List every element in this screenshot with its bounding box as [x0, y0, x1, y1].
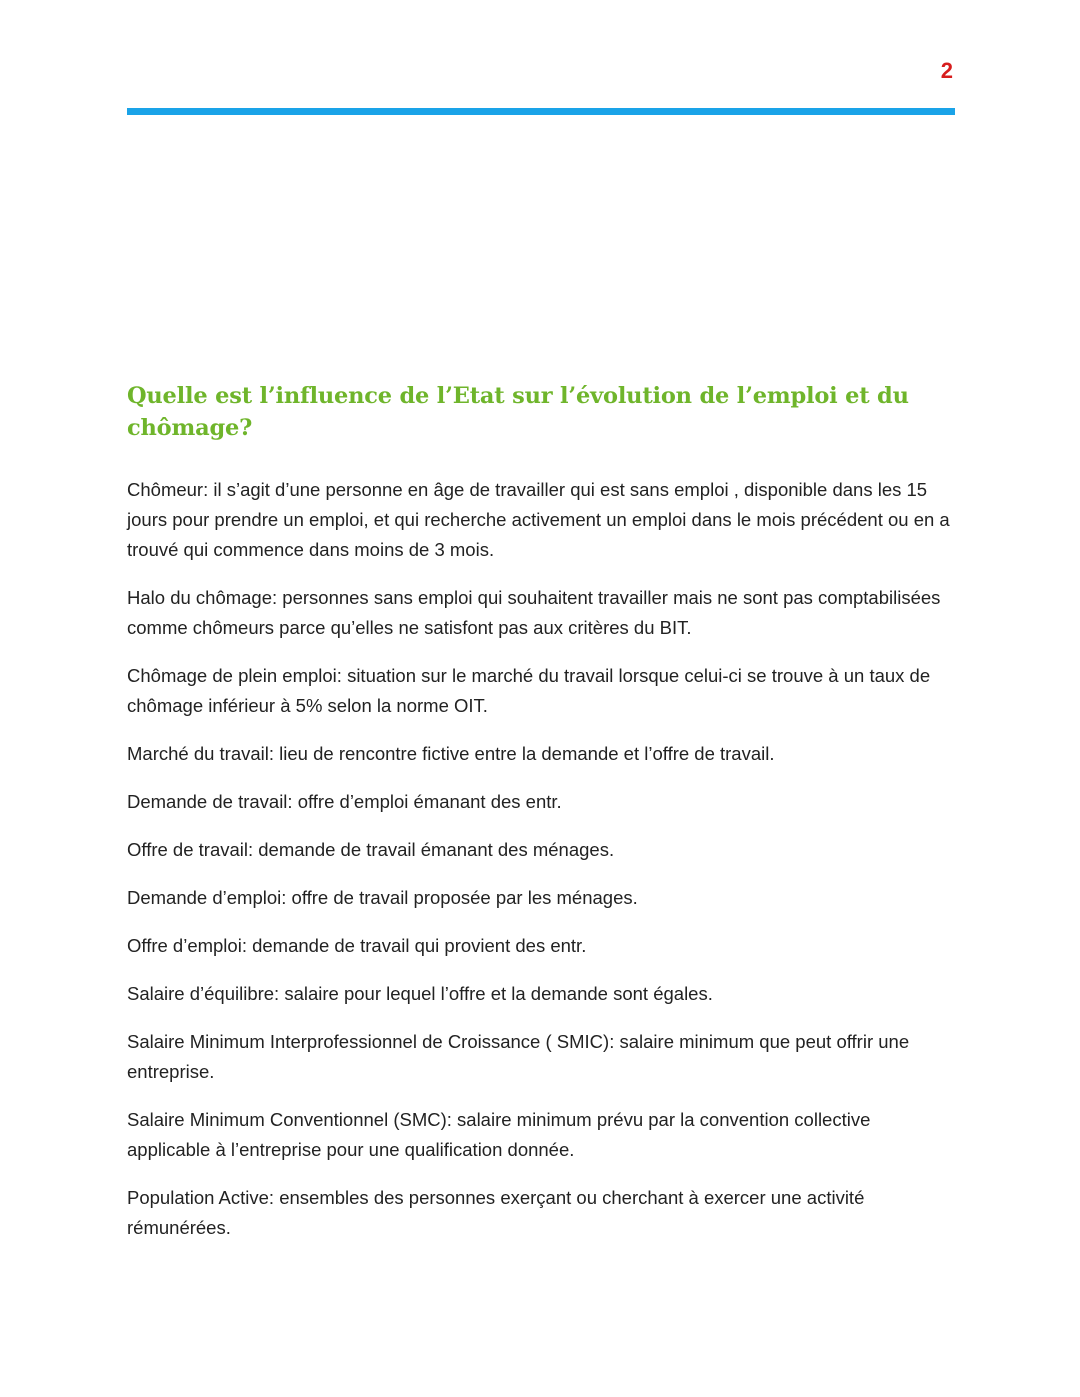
- definition-offre-d-emploi: Offre d’emploi: demande de travail qui provient des entr.: [127, 935, 587, 956]
- definition-population-active: Population Active: ensembles des personnes exerçant ou cherchant à exercer une activité rémunérées.: [127, 1187, 865, 1238]
- definition-smic: Salaire Minimum Interprofessionnel de Croissance ( SMIC): salaire minimum que peut offrir une entreprise.: [127, 1031, 910, 1082]
- definition-list: [127, 475, 957, 1261]
- header-divider: [127, 108, 955, 115]
- definition-demande-d-emploi: Demande d’emploi: offre de travail proposée par les ménages.: [127, 887, 638, 908]
- definition-halo-du-chomage: Halo du chômage: personnes sans emploi qui souhaitent travailler mais ne sont pas comptabilisées comme chômeurs parce qu’elles ne satisfont pas aux critères du BIT.: [127, 587, 941, 638]
- definition-chomeur: Chômeur: il s’agit d’une personne en âge de travailler qui est sans emploi , disponible dans les 15 jours pour prendre un emploi, et qui recherche activement un emploi dans le mois précédent ou en a trouvé qui commence dans moins de 3 mois.: [127, 479, 950, 560]
- definition-demande-de-travail: Demande de travail: offre d’emploi émanant des entr.: [127, 791, 562, 812]
- definition-salaire-d-equilibre: Salaire d’équilibre: salaire pour lequel l’offre et la demande sont égales.: [127, 983, 713, 1004]
- section-title: Quelle est l’influence de l’Etat sur l’évolution de l’emploi et du chômage?: [127, 383, 909, 441]
- definition-chomage-plein-emploi: Chômage de plein emploi: situation sur le marché du travail lorsque celui-ci se trouve à un taux de chômage inférieur à 5% selon la norme OIT.: [127, 665, 931, 716]
- definition-smc: Salaire Minimum Conventionnel (SMC): salaire minimum prévu par la convention collective applicable à l’entreprise pour une qualification donnée.: [127, 1109, 871, 1160]
- definition-offre-de-travail: Offre de travail: demande de travail émanant des ménages.: [127, 839, 615, 860]
- page-number: 2: [940, 58, 953, 83]
- definition-marche-du-travail: Marché du travail: lieu de rencontre fictive entre la demande et l’offre de travail.: [127, 743, 775, 764]
